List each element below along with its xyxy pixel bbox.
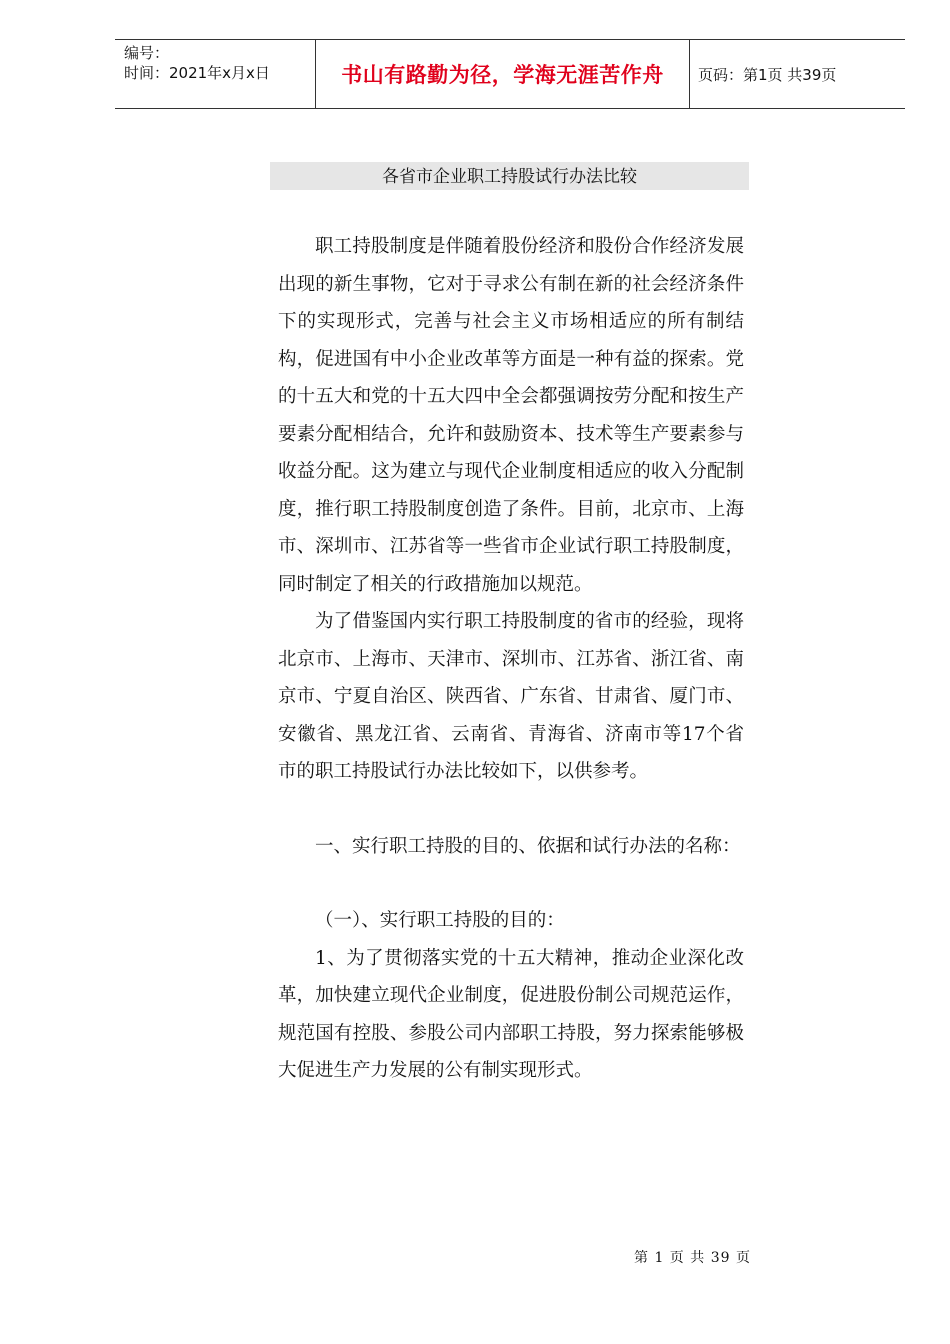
subsection-heading: （一）、实行职工持股的目的： xyxy=(315,910,565,931)
paragraph-purpose: 为了借鉴国内实行职工持股制度的省市的经验，现将北京市、上海市、天津市、深圳市、江苏省、浙江省、南京市、宁夏自治区、陕西省、广东省、甘肃省、厦门市、安徽省、黑龙江省、云南省、青海省、济南市等17个省市的职工持股试行办法比较如下，以供参考。 xyxy=(278,611,744,782)
spacer xyxy=(278,791,744,828)
document-body xyxy=(278,228,744,1090)
motto-text: 书山有路勤为径，学海无涯苦作舟 xyxy=(341,63,664,87)
header-page-cell xyxy=(690,40,905,108)
document-title: 各省市企业职工持股试行办法比较 xyxy=(270,162,749,190)
list-item: 1、为了贯彻落实党的十五大精神，推动企业深化改革，加快建立现代企业制度，促进股份制公司规范运作，规范国有控股、参股公司内部职工持股，努力探索能够极大促进生产力发展的公有制实现形式。 xyxy=(278,947,744,1081)
page-info: 页码：第1页 共39页 xyxy=(698,65,837,84)
serial-number-label: 编号： xyxy=(124,44,170,62)
date-label: 时间：2021年x月x日 xyxy=(124,64,270,82)
page-header xyxy=(115,39,905,109)
header-meta-cell xyxy=(115,40,316,108)
spacer xyxy=(278,865,744,902)
paragraph-intro: 职工持股制度是伴随着股份经济和股份合作经济发展出现的新生事物，它对于寻求公有制在新的社会经济条件下的实现形式，完善与社会主义市场相适应的所有制结构，促进国有中小企业改革等方面是一种有益的探索。党的十五大和党的十五大四中全会都强调按劳分配和按生产要素分配相结合，允许和鼓励资本、技术等生产要素参与收益分配。这为建立与现代企业制度相适应的收入分配制度，推行职工持股制度创造了条件。目前，北京市、上海市、深圳市、江苏省等一些省市企业试行职工持股制度，同时制定了相关的行政措施加以规范。 xyxy=(278,236,744,595)
page-footer: 第 1 页 共 39 页 xyxy=(634,1250,751,1266)
header-motto-cell xyxy=(316,40,690,108)
section-heading: 一、实行职工持股的目的、依据和试行办法的名称： xyxy=(315,835,741,857)
